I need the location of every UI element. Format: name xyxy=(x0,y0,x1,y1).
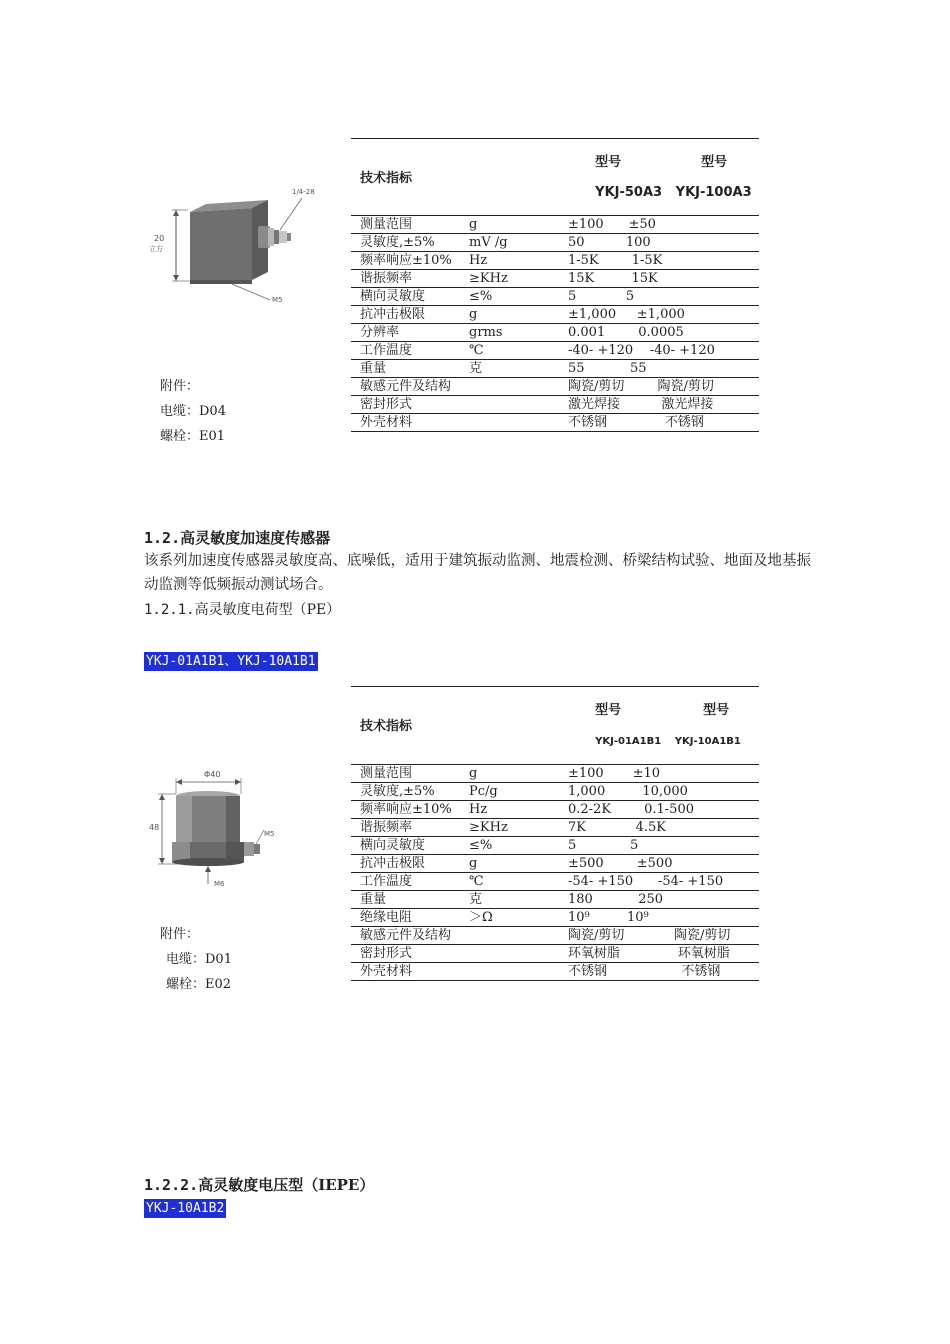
model-a-name: YKJ-50A3 xyxy=(595,185,663,200)
spec-row xyxy=(351,396,759,414)
spec-row xyxy=(351,324,759,342)
spec-name: 灵敏度,±5% xyxy=(351,783,460,801)
spec-name: 频率响应±10% xyxy=(351,801,460,819)
spec-row xyxy=(351,342,759,360)
dim-diameter: Φ40 xyxy=(204,770,221,779)
model-b-name: YKJ-10A1B1 xyxy=(674,736,741,747)
accessory-bolt: 螺栓：E02 xyxy=(166,977,232,992)
spec-name: 测量范围 xyxy=(351,765,460,783)
spec-name: 测量范围 xyxy=(351,216,460,234)
model-b-name: YKJ-100A3 xyxy=(675,185,752,200)
spec-row xyxy=(351,216,759,234)
spec-value: 180 250 xyxy=(559,891,759,909)
spec-row xyxy=(351,414,759,432)
spec-value: ±500 ±500 xyxy=(559,855,759,873)
dim-connector: M5 xyxy=(264,830,275,838)
sensor-cylinder-figure xyxy=(140,758,290,898)
spec-name: 分辨率 xyxy=(351,324,460,342)
spec-value: ±1,000 ±1,000 xyxy=(559,306,759,324)
spec-table-ykj-50a3 xyxy=(351,138,759,432)
spec-name: 外壳材料 xyxy=(351,414,460,432)
spec-unit xyxy=(460,396,559,414)
spec-unit xyxy=(460,963,559,981)
spec-table-ykj-01a1b1 xyxy=(351,686,759,981)
dim-top: 1/4-28 xyxy=(292,188,315,196)
spec-row xyxy=(351,360,759,378)
spec-value: 陶瓷/剪切 陶瓷/剪切 xyxy=(559,927,759,945)
spec-value: 15K 15K xyxy=(559,270,759,288)
subsection-heading-1-2-1: 1.2.1.高灵敏度电荷型（PE） xyxy=(144,602,341,618)
spec-row xyxy=(351,963,759,981)
spec-value: 激光焊接 激光焊接 xyxy=(559,396,759,414)
spec-unit: ≥KHz xyxy=(460,819,559,837)
spec-value: 1,000 10,000 xyxy=(559,783,759,801)
accessories-title: 附件： xyxy=(160,927,200,942)
dim-bottom: M5 xyxy=(272,296,283,304)
accessories-title: 附件： xyxy=(160,379,200,394)
spec-row xyxy=(351,819,759,837)
header-models xyxy=(559,139,759,216)
spec-unit: ≤% xyxy=(460,288,559,306)
spec-row xyxy=(351,288,759,306)
spec-name: 灵敏度,±5% xyxy=(351,234,460,252)
spec-row xyxy=(351,306,759,324)
spec-row xyxy=(351,252,759,270)
spec-value: ±100 ±10 xyxy=(559,765,759,783)
spec-unit xyxy=(460,414,559,432)
spec-name: 频率响应±10% xyxy=(351,252,460,270)
spec-unit xyxy=(460,378,559,396)
spec-value: 1-5K 1-5K xyxy=(559,252,759,270)
spec-unit: mV /g xyxy=(460,234,559,252)
spec-row xyxy=(351,801,759,819)
spec-value: -40- +120 -40- +120 xyxy=(559,342,759,360)
accessory-bolt: 螺栓：E01 xyxy=(160,429,226,444)
spec-name: 密封形式 xyxy=(351,945,460,963)
spec-unit: ＞Ω xyxy=(460,909,559,927)
model-tag-iepe: YKJ-10A1B2 xyxy=(146,1201,225,1216)
accessory-cable: 电缆：D04 xyxy=(160,404,226,419)
model-a-name: YKJ-01A1B1 xyxy=(595,736,662,747)
spec-row xyxy=(351,783,759,801)
spec-row xyxy=(351,378,759,396)
spec-name: 密封形式 xyxy=(351,396,460,414)
spec-row xyxy=(351,234,759,252)
dim-side-line1: 20 xyxy=(154,234,165,243)
spec-unit: ℃ xyxy=(460,873,559,891)
dim-side-line2: 立方 xyxy=(149,245,163,253)
spec-name: 重量 xyxy=(351,891,460,909)
spec-unit: g xyxy=(460,855,559,873)
spec-row xyxy=(351,855,759,873)
header-label: 技术指标 xyxy=(351,139,460,216)
subsection-heading-1-2-2: 1.2.2.高灵敏度电压型（IEPE） xyxy=(144,1176,375,1194)
header-label: 技术指标 xyxy=(351,687,460,765)
spec-value: 0.001 0.0005 xyxy=(559,324,759,342)
sensor-cube-figure xyxy=(140,180,320,310)
accessory-cable: 电缆：D01 xyxy=(166,952,232,967)
spec-name: 抗冲击极限 xyxy=(351,855,460,873)
model-b-label: 型号 xyxy=(701,155,728,170)
model-tag-pe: YKJ-01A1B1、YKJ-10A1B1 xyxy=(146,654,316,669)
spec-unit xyxy=(460,927,559,945)
spec-unit: 克 xyxy=(460,891,559,909)
accessories-1 xyxy=(160,374,226,449)
spec-value: 50 100 xyxy=(559,234,759,252)
spec-row xyxy=(351,891,759,909)
spec-unit: g xyxy=(460,765,559,783)
spec-unit: Hz xyxy=(460,252,559,270)
spec-row xyxy=(351,945,759,963)
spec-row xyxy=(351,270,759,288)
spec-name: 敏感元件及结构 xyxy=(351,378,460,396)
spec-value: 不锈钢 不锈钢 xyxy=(559,414,759,432)
spec-value: 不锈钢 不锈钢 xyxy=(559,963,759,981)
spec-table-header xyxy=(351,687,759,765)
spec-unit: g xyxy=(460,306,559,324)
spec-unit: Hz xyxy=(460,801,559,819)
spec-name: 外壳材料 xyxy=(351,963,460,981)
spec-unit: Pc/g xyxy=(460,783,559,801)
spec-name: 抗冲击极限 xyxy=(351,306,460,324)
spec-value: 55 55 xyxy=(559,360,759,378)
spec-unit: g xyxy=(460,216,559,234)
spec-value: 5 5 xyxy=(559,837,759,855)
spec-name: 谐振频率 xyxy=(351,819,460,837)
spec-name: 敏感元件及结构 xyxy=(351,927,460,945)
spec-name: 绝缘电阻 xyxy=(351,909,460,927)
spec-row xyxy=(351,909,759,927)
spec-name: 横向灵敏度 xyxy=(351,288,460,306)
spec-value: -54- +150 -54- +150 xyxy=(559,873,759,891)
spec-row xyxy=(351,837,759,855)
spec-row xyxy=(351,765,759,783)
header-models xyxy=(559,687,759,765)
spec-name: 重量 xyxy=(351,360,460,378)
spec-row xyxy=(351,927,759,945)
spec-name: 工作温度 xyxy=(351,342,460,360)
spec-name: 横向灵敏度 xyxy=(351,837,460,855)
spec-table-header xyxy=(351,139,759,216)
spec-unit: 克 xyxy=(460,360,559,378)
spec-value: 0.2-2K 0.1-500 xyxy=(559,801,759,819)
spec-value: ±100 ±50 xyxy=(559,216,759,234)
spec-unit: ℃ xyxy=(460,342,559,360)
accessories-2 xyxy=(160,922,232,997)
spec-value: 陶瓷/剪切 陶瓷/剪切 xyxy=(559,378,759,396)
spec-unit xyxy=(460,945,559,963)
spec-value: 10⁹ 10⁹ xyxy=(559,909,759,927)
spec-unit: ≥KHz xyxy=(460,270,559,288)
spec-value: 7K 4.5K xyxy=(559,819,759,837)
dim-height: 48 xyxy=(149,823,160,832)
model-a-label: 型号 xyxy=(595,703,622,718)
section-heading-1-2: 1.2.高灵敏度加速度传感器 xyxy=(144,529,331,547)
dim-stud: M6 xyxy=(214,880,225,888)
spec-unit: grms xyxy=(460,324,559,342)
section-paragraph: 该系列加速度传感器灵敏度高、底噪低，适用于建筑振动监测、地震检测、桥梁结构试验、地面及地基振动监测等低频振动测试场合。 xyxy=(144,553,811,593)
spec-unit: ≤% xyxy=(460,837,559,855)
spec-name: 谐振频率 xyxy=(351,270,460,288)
model-b-label: 型号 xyxy=(703,703,730,718)
spec-value: 环氧树脂 环氧树脂 xyxy=(559,945,759,963)
spec-value: 5 5 xyxy=(559,288,759,306)
model-a-label: 型号 xyxy=(595,155,622,170)
spec-name: 工作温度 xyxy=(351,873,460,891)
spec-row xyxy=(351,873,759,891)
